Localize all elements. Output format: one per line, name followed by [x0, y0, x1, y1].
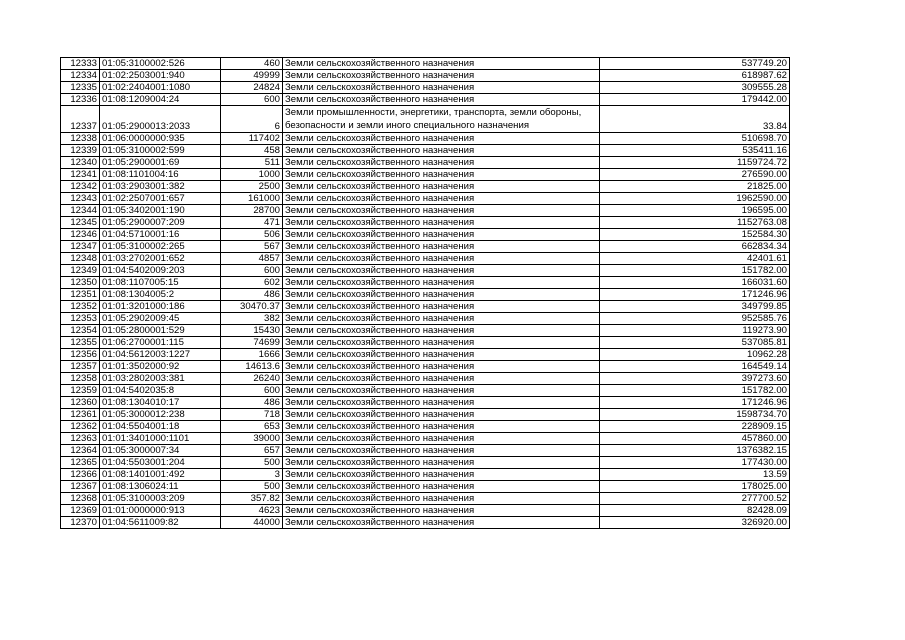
land-category-cell: Земли сельскохозяйственного назначения	[283, 217, 600, 229]
table-row	[61, 193, 790, 205]
table-row	[61, 145, 790, 157]
cadastral-value-cell: 13.59	[600, 469, 790, 481]
cadastral-value-cell: 119273.90	[600, 325, 790, 337]
row-number-cell: 12363	[61, 433, 100, 445]
cadastral-number-cell: 01:08:1101004:16	[100, 169, 221, 181]
land-category-cell: Земли сельскохозяйственного назначения	[283, 397, 600, 409]
land-category-cell: Земли сельскохозяйственного назначения	[283, 481, 600, 493]
cadastral-number-cell: 01:04:5402035:8	[100, 385, 221, 397]
land-category-cell: Земли сельскохозяйственного назначения	[283, 94, 600, 106]
area-cell: 49999	[221, 70, 283, 82]
land-category-cell: Земли сельскохозяйственного назначения	[283, 349, 600, 361]
land-category-cell: Земли сельскохозяйственного назначения	[283, 337, 600, 349]
table-row	[61, 457, 790, 469]
land-category-cell: Земли сельскохозяйственного назначения	[283, 181, 600, 193]
cadastral-number-cell: 01:01:0000000:913	[100, 505, 221, 517]
cadastral-value-cell: 177430.00	[600, 457, 790, 469]
cadastral-value-cell: 178025.00	[600, 481, 790, 493]
table-row	[61, 277, 790, 289]
row-number-cell: 12351	[61, 289, 100, 301]
area-cell: 6	[221, 106, 283, 133]
cadastral-value-cell: 537749.20	[600, 58, 790, 70]
cadastral-number-cell: 01:05:2900001:69	[100, 157, 221, 169]
table-row	[61, 157, 790, 169]
row-number-cell: 12342	[61, 181, 100, 193]
area-cell: 28700	[221, 205, 283, 217]
land-category-cell: Земли сельскохозяйственного назначения	[283, 145, 600, 157]
cadastral-number-cell: 01:05:2900013:2033	[100, 106, 221, 133]
land-category-cell: Земли сельскохозяйственного назначения	[283, 157, 600, 169]
cadastral-number-cell: 01:01:3401000:1101	[100, 433, 221, 445]
table-row	[61, 493, 790, 505]
row-number-cell: 12356	[61, 349, 100, 361]
area-cell: 382	[221, 313, 283, 325]
cadastral-number-cell: 01:03:2802003:381	[100, 373, 221, 385]
area-cell: 600	[221, 94, 283, 106]
cadastral-value-cell: 537085.81	[600, 337, 790, 349]
cadastral-number-cell: 01:05:2900007:209	[100, 217, 221, 229]
cadastral-number-cell: 01:04:5503001:204	[100, 457, 221, 469]
land-category-cell: Земли сельскохозяйственного назначения	[283, 457, 600, 469]
table-row	[61, 445, 790, 457]
cadastral-value-cell: 179442.00	[600, 94, 790, 106]
cadastral-value-cell: 33.84	[600, 106, 790, 133]
row-number-cell: 12336	[61, 94, 100, 106]
cadastral-value-cell: 276590.00	[600, 169, 790, 181]
area-cell: 117402	[221, 133, 283, 145]
cadastral-value-cell: 171246.96	[600, 397, 790, 409]
table-row	[61, 94, 790, 106]
cadastral-number-cell: 01:05:3000007:34	[100, 445, 221, 457]
cadastral-number-cell: 01:05:3402001:190	[100, 205, 221, 217]
area-cell: 653	[221, 421, 283, 433]
cadastral-value-cell: 326920.00	[600, 517, 790, 529]
row-number-cell: 12338	[61, 133, 100, 145]
cadastral-number-cell: 01:05:3000012:238	[100, 409, 221, 421]
land-category-cell: Земли сельскохозяйственного назначения	[283, 409, 600, 421]
cadastral-value-cell: 535411.16	[600, 145, 790, 157]
table-row	[61, 265, 790, 277]
area-cell: 458	[221, 145, 283, 157]
area-cell: 39000	[221, 433, 283, 445]
cadastral-number-cell: 01:05:2902009:45	[100, 313, 221, 325]
row-number-cell: 12359	[61, 385, 100, 397]
area-cell: 718	[221, 409, 283, 421]
cadastral-number-cell: 01:05:2800001:529	[100, 325, 221, 337]
land-category-cell: Земли сельскохозяйственного назначения	[283, 421, 600, 433]
table-row	[61, 421, 790, 433]
table-row	[61, 217, 790, 229]
table-row	[61, 337, 790, 349]
cadastral-value-cell: 171246.96	[600, 289, 790, 301]
land-category-cell: Земли сельскохозяйственного назначения	[283, 193, 600, 205]
land-category-cell: Земли сельскохозяйственного назначения	[283, 133, 600, 145]
area-cell: 460	[221, 58, 283, 70]
row-number-cell: 12341	[61, 169, 100, 181]
land-category-cell: Земли сельскохозяйственного назначения	[283, 493, 600, 505]
table-row	[61, 70, 790, 82]
area-cell: 600	[221, 265, 283, 277]
row-number-cell: 12362	[61, 421, 100, 433]
row-number-cell: 12357	[61, 361, 100, 373]
row-number-cell: 12346	[61, 229, 100, 241]
cadastral-value-cell: 1962590.00	[600, 193, 790, 205]
cadastral-value-cell: 151782.00	[600, 265, 790, 277]
area-cell: 567	[221, 241, 283, 253]
land-category-cell: Земли сельскохозяйственного назначения	[283, 445, 600, 457]
land-category-cell: Земли сельскохозяйственного назначения	[283, 433, 600, 445]
cadastral-number-cell: 01:05:3100002:599	[100, 145, 221, 157]
table-row	[61, 106, 790, 133]
row-number-cell: 12350	[61, 277, 100, 289]
area-cell: 486	[221, 289, 283, 301]
cadastral-value-cell: 228909.15	[600, 421, 790, 433]
area-cell: 600	[221, 385, 283, 397]
table-row	[61, 205, 790, 217]
cadastral-value-cell: 164549.14	[600, 361, 790, 373]
cadastral-value-cell: 82428.09	[600, 505, 790, 517]
cadastral-number-cell: 01:02:2503001:940	[100, 70, 221, 82]
cadastral-value-cell: 1152763.08	[600, 217, 790, 229]
cadastral-value-cell: 510698.70	[600, 133, 790, 145]
area-cell: 30470.37	[221, 301, 283, 313]
cadastral-value-cell: 196595.00	[600, 205, 790, 217]
land-category-cell: Земли сельскохозяйственного назначения	[283, 205, 600, 217]
cadastral-number-cell: 01:04:5611009:82	[100, 517, 221, 529]
cadastral-number-cell: 01:04:5710001:16	[100, 229, 221, 241]
row-number-cell: 12343	[61, 193, 100, 205]
land-category-cell: Земли сельскохозяйственного назначения	[283, 265, 600, 277]
row-number-cell: 12367	[61, 481, 100, 493]
table-row	[61, 409, 790, 421]
table-row	[61, 82, 790, 94]
land-category-cell: Земли сельскохозяйственного назначения	[283, 58, 600, 70]
cadastral-number-cell: 01:08:1107005:15	[100, 277, 221, 289]
row-number-cell: 12368	[61, 493, 100, 505]
table-row	[61, 241, 790, 253]
row-number-cell: 12335	[61, 82, 100, 94]
cadastral-number-cell: 01:06:2700001:115	[100, 337, 221, 349]
row-number-cell: 12360	[61, 397, 100, 409]
cadastral-table	[60, 57, 790, 529]
cadastral-value-cell: 1159724.72	[600, 157, 790, 169]
row-number-cell: 12349	[61, 265, 100, 277]
row-number-cell: 12340	[61, 157, 100, 169]
land-category-cell: Земли сельскохозяйственного назначения	[283, 229, 600, 241]
area-cell: 500	[221, 457, 283, 469]
land-category-cell: Земли сельскохозяйственного назначения	[283, 289, 600, 301]
land-category-cell: Земли сельскохозяйственного назначения	[283, 313, 600, 325]
table-row	[61, 229, 790, 241]
cadastral-number-cell: 01:08:1304005:2	[100, 289, 221, 301]
table-body	[61, 58, 790, 529]
cadastral-value-cell: 21825.00	[600, 181, 790, 193]
area-cell: 24824	[221, 82, 283, 94]
area-cell: 74699	[221, 337, 283, 349]
area-cell: 1000	[221, 169, 283, 181]
table-row	[61, 385, 790, 397]
table-row	[61, 181, 790, 193]
cadastral-number-cell: 01:01:3201000:186	[100, 301, 221, 313]
table-row	[61, 325, 790, 337]
area-cell: 161000	[221, 193, 283, 205]
table-row	[61, 58, 790, 70]
cadastral-value-cell: 1598734.70	[600, 409, 790, 421]
table-row	[61, 301, 790, 313]
land-category-cell: Земли сельскохозяйственного назначения	[283, 169, 600, 181]
area-cell: 357.82	[221, 493, 283, 505]
area-cell: 3	[221, 469, 283, 481]
cadastral-number-cell: 01:05:3100002:265	[100, 241, 221, 253]
cadastral-number-cell: 01:04:5402009:203	[100, 265, 221, 277]
table-row	[61, 349, 790, 361]
land-category-cell: Земли сельскохозяйственного назначения	[283, 361, 600, 373]
row-number-cell: 12352	[61, 301, 100, 313]
table-row	[61, 253, 790, 265]
area-cell: 44000	[221, 517, 283, 529]
area-cell: 14613.6	[221, 361, 283, 373]
table-row	[61, 517, 790, 529]
cadastral-value-cell: 618987.62	[600, 70, 790, 82]
row-number-cell: 12358	[61, 373, 100, 385]
cadastral-value-cell: 10962.28	[600, 349, 790, 361]
cadastral-value-cell: 166031.60	[600, 277, 790, 289]
row-number-cell: 12364	[61, 445, 100, 457]
cadastral-number-cell: 01:06:0000000:935	[100, 133, 221, 145]
area-cell: 602	[221, 277, 283, 289]
row-number-cell: 12333	[61, 58, 100, 70]
table-row	[61, 373, 790, 385]
cadastral-number-cell: 01:05:3100002:526	[100, 58, 221, 70]
land-category-cell: Земли промышленности, энергетики, транспорта, земли обороны, безопасности и земли иного специального назначения	[283, 106, 600, 133]
row-number-cell: 12361	[61, 409, 100, 421]
row-number-cell: 12339	[61, 145, 100, 157]
cadastral-value-cell: 349799.85	[600, 301, 790, 313]
area-cell: 506	[221, 229, 283, 241]
area-cell: 486	[221, 397, 283, 409]
land-category-cell: Земли сельскохозяйственного назначения	[283, 253, 600, 265]
table-row	[61, 397, 790, 409]
cadastral-value-cell: 457860.00	[600, 433, 790, 445]
area-cell: 2500	[221, 181, 283, 193]
table-row	[61, 481, 790, 493]
table-row	[61, 313, 790, 325]
row-number-cell: 12366	[61, 469, 100, 481]
area-cell: 500	[221, 481, 283, 493]
land-category-cell: Земли сельскохозяйственного назначения	[283, 505, 600, 517]
land-category-cell: Земли сельскохозяйственного назначения	[283, 82, 600, 94]
land-category-cell: Земли сельскохозяйственного назначения	[283, 325, 600, 337]
cadastral-value-cell: 952585.76	[600, 313, 790, 325]
area-cell: 4857	[221, 253, 283, 265]
cadastral-value-cell: 397273.60	[600, 373, 790, 385]
land-category-cell: Земли сельскохозяйственного назначения	[283, 385, 600, 397]
cadastral-value-cell: 309555.28	[600, 82, 790, 94]
cadastral-value-cell: 152584.30	[600, 229, 790, 241]
table-row	[61, 433, 790, 445]
table-row	[61, 133, 790, 145]
cadastral-number-cell: 01:08:1306024:11	[100, 481, 221, 493]
area-cell: 1666	[221, 349, 283, 361]
cadastral-value-cell: 277700.52	[600, 493, 790, 505]
cadastral-number-cell: 01:02:2507001:657	[100, 193, 221, 205]
row-number-cell: 12347	[61, 241, 100, 253]
land-category-cell: Земли сельскохозяйственного назначения	[283, 301, 600, 313]
cadastral-number-cell: 01:05:3100003:209	[100, 493, 221, 505]
cadastral-number-cell: 01:08:1209004:24	[100, 94, 221, 106]
cadastral-value-cell: 151782.00	[600, 385, 790, 397]
land-category-cell: Земли сельскохозяйственного назначения	[283, 70, 600, 82]
area-cell: 657	[221, 445, 283, 457]
row-number-cell: 12365	[61, 457, 100, 469]
cadastral-number-cell: 01:04:5504001:18	[100, 421, 221, 433]
cadastral-number-cell: 01:08:1401001:492	[100, 469, 221, 481]
land-category-cell: Земли сельскохозяйственного назначения	[283, 241, 600, 253]
row-number-cell: 12345	[61, 217, 100, 229]
area-cell: 26240	[221, 373, 283, 385]
area-cell: 15430	[221, 325, 283, 337]
cadastral-number-cell: 01:01:3502000:92	[100, 361, 221, 373]
cadastral-value-cell: 42401.61	[600, 253, 790, 265]
row-number-cell: 12353	[61, 313, 100, 325]
area-cell: 4623	[221, 505, 283, 517]
cadastral-number-cell: 01:02:2404001:1080	[100, 82, 221, 94]
land-category-cell: Земли сельскохозяйственного назначения	[283, 469, 600, 481]
row-number-cell: 12348	[61, 253, 100, 265]
land-category-cell: Земли сельскохозяйственного назначения	[283, 373, 600, 385]
table-row	[61, 469, 790, 481]
cadastral-value-cell: 1376382.15	[600, 445, 790, 457]
table-row	[61, 505, 790, 517]
row-number-cell: 12369	[61, 505, 100, 517]
cadastral-number-cell: 01:04:5612003:1227	[100, 349, 221, 361]
table-row	[61, 361, 790, 373]
cadastral-number-cell: 01:03:2903001:382	[100, 181, 221, 193]
area-cell: 511	[221, 157, 283, 169]
cadastral-number-cell: 01:03:2702001:652	[100, 253, 221, 265]
cadastral-value-cell: 662834.34	[600, 241, 790, 253]
land-category-cell: Земли сельскохозяйственного назначения	[283, 517, 600, 529]
land-category-cell: Земли сельскохозяйственного назначения	[283, 277, 600, 289]
row-number-cell: 12344	[61, 205, 100, 217]
row-number-cell: 12355	[61, 337, 100, 349]
area-cell: 471	[221, 217, 283, 229]
row-number-cell: 12354	[61, 325, 100, 337]
cadastral-number-cell: 01:08:1304010:17	[100, 397, 221, 409]
row-number-cell: 12370	[61, 517, 100, 529]
row-number-cell: 12337	[61, 106, 100, 133]
row-number-cell: 12334	[61, 70, 100, 82]
table-row	[61, 169, 790, 181]
table-row	[61, 289, 790, 301]
